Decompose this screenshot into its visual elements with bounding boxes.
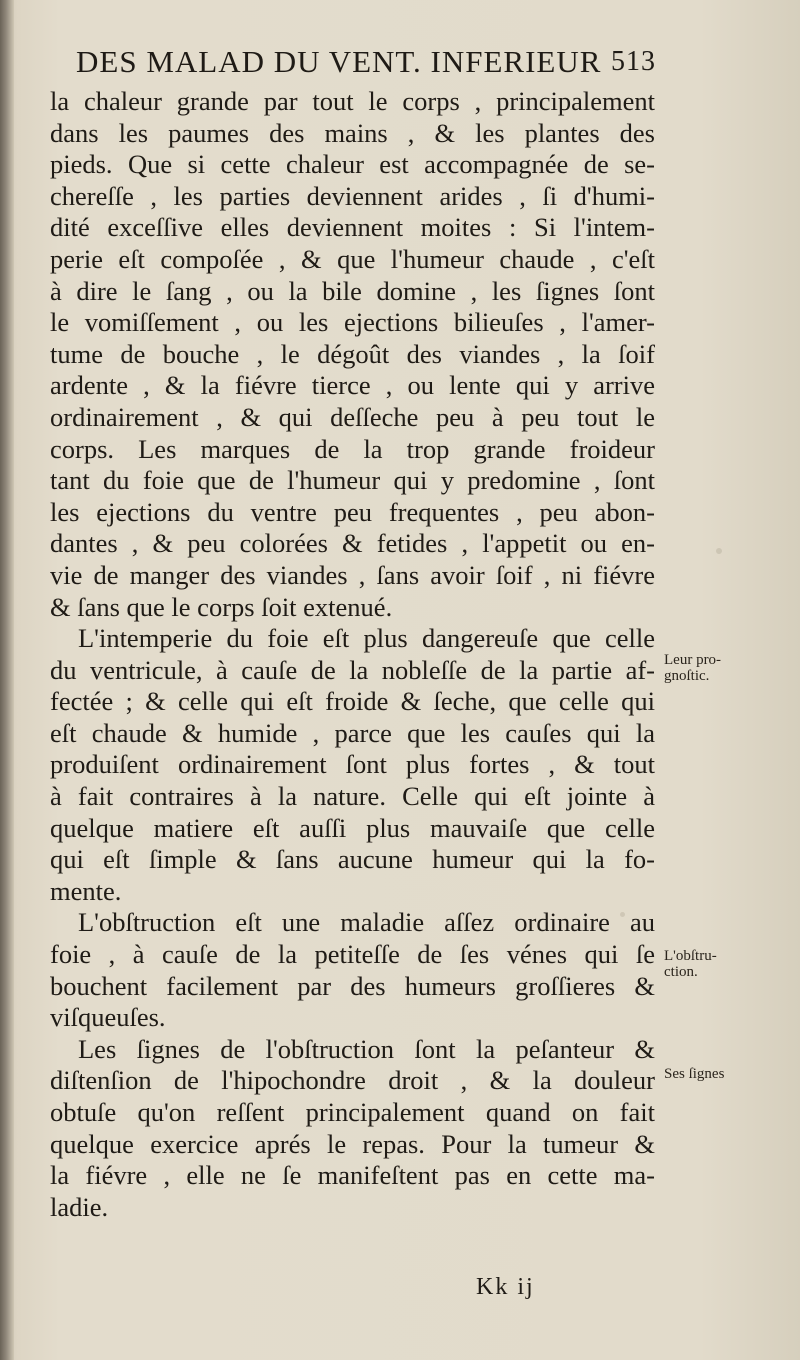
text-line: L'obſtruction eſt une maladie aſſez ordinaire au [78,907,655,938]
text-line: les ejections du ventre peu frequentes , peu abon- [50,496,655,527]
text-line: tant du foie que de l'humeur qui y predomine , ſont [50,465,655,496]
text-line: dans les paumes des mains , & les plantes des [50,117,655,148]
text-line: L'intemperie du foie eſt plus dangereuſe que celle [78,623,655,654]
running-header [56,44,656,86]
text-line: bouchent facilement par des humeurs groſſieres & [50,970,655,1001]
text-line: Les ſignes de l'obſtruction ſont la peſanteur & [78,1033,655,1064]
text-line: perie eſt compoſée , & que l'humeur chaude , c'eſt [50,243,655,274]
text-line: & ſans que le corps ſoit extenué. [50,591,393,622]
margin-note-prognostic: Leur pro- gnoſtic. [664,652,722,684]
running-title: DES MALAD DU VENT. INFERIEUR [76,44,602,79]
text-line: vie de manger des viandes , ſans avoir ſoif , ni fiévre [50,559,655,590]
text-line: à dire le ſang , ou la bile domine , les ſignes ſont [50,275,655,306]
text-line: le vomiſſement , ou les ejections bilieuſes , l'amer- [50,307,655,338]
paragraph-2 [50,623,655,907]
margin-note-obstruction: L'obſtru- ction. [664,948,717,980]
text-line: à fait contraires à la nature. Celle qui eſt jointe à [50,781,655,812]
text-line: obtuſe qu'on reſſent principalement quand on fait [50,1097,655,1127]
text-line: dité exceſſive elles deviennent moites : Si l'intem- [50,212,655,243]
text-line: ladie. [50,1191,109,1222]
text-line: diſtenſion de l'hipochondre droit , & la douleur [50,1065,655,1096]
paragraph-1 [50,86,655,623]
ink-speck [716,548,722,554]
text-line: dantes , & peu colorées & fetides , l'appetit ou en- [50,528,655,559]
text-line: quelque matiere eſt auſſi plus mauvaiſe que celle [50,812,655,843]
text-line: corps. Les marques de la trop grande froideur [50,433,655,464]
page-number: 513 [611,46,656,77]
text-line: foie , à cauſe de la petiteſſe de ſes vénes qui ſe [50,939,655,970]
text-line: ardente , & la fiévre tierce , ou lente qui y arrive [50,370,655,401]
text-line: la chaleur grande par tout le corps , principalement [50,86,655,116]
text-line: viſqueuſes. [50,1002,166,1033]
margin-note-signs: Ses ſignes [664,1066,725,1082]
signature-mark: Kk ij [476,1274,535,1300]
text-line: fectée ; & celle qui eſt froide & ſeche, que celle qui [50,686,655,717]
text-line: produiſent ordinairement ſont plus fortes , & tout [50,749,655,780]
paragraph-3 [50,907,655,1033]
text-line: ordinairement , & qui deſſeche peu à peu tout le [50,401,655,432]
text-line: eſt chaude & humide , parce que les cauſes qui la [50,717,655,748]
text-line: chereſſe , les parties deviennent arides , ſi d'humi- [50,180,655,211]
text-line: pieds. Que si cette chaleur est accompagnée de se- [50,149,655,180]
text-line: du ventricule, à cauſe de la nobleſſe de la partie af- [50,654,655,685]
book-spine [0,0,14,1360]
text-line: mente. [50,875,122,906]
text-line: qui eſt ſimple & ſans aucune humeur qui la fo- [50,844,655,875]
body-text [50,86,655,1223]
paragraph-4 [50,1034,655,1224]
text-line: tume de bouche , le dégoût des viandes , la ſoif [50,338,655,369]
text-line: la fiévre , elle ne ſe manifeſtent pas en cette ma- [50,1160,655,1191]
text-line: quelque exercice aprés le repas. Pour la tumeur & [50,1128,655,1159]
